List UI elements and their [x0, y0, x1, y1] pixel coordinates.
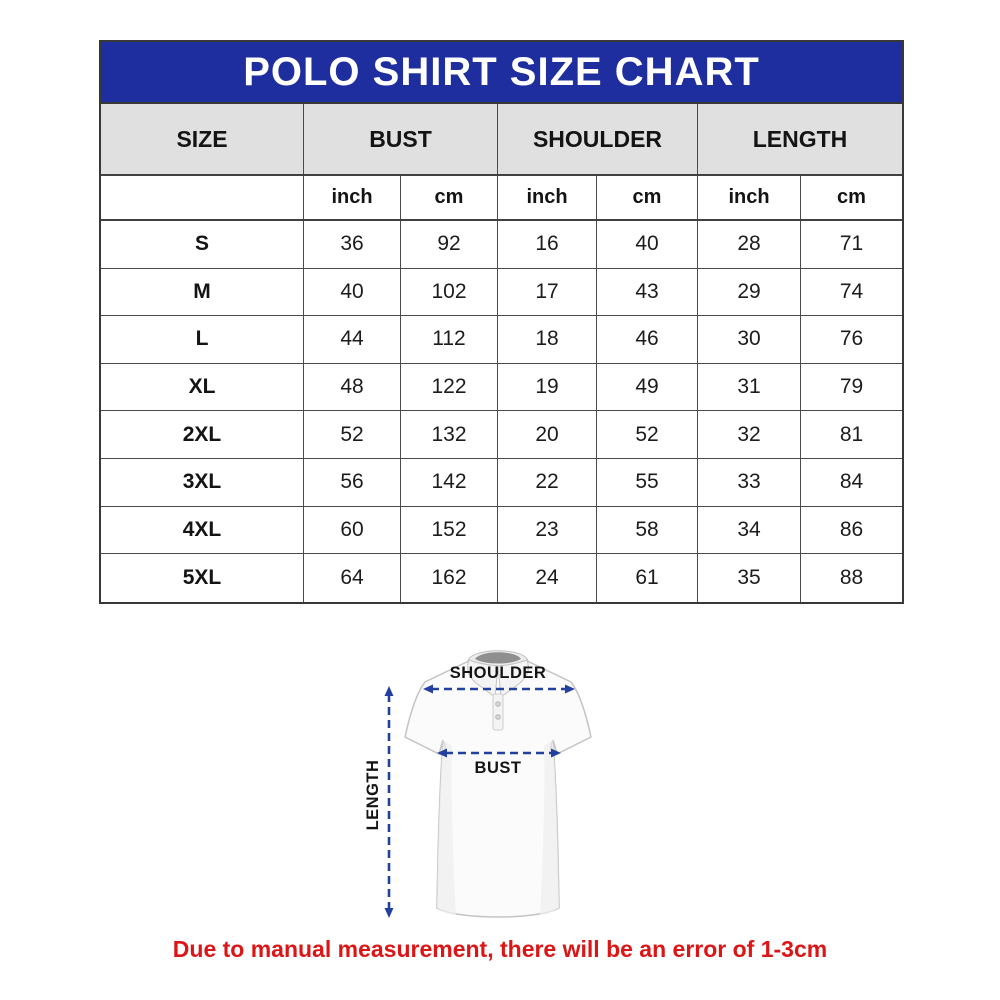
measurement-cell: 61	[597, 554, 698, 602]
measurement-cell: 58	[597, 507, 698, 554]
measurement-cell: 81	[839, 422, 864, 446]
button	[496, 702, 501, 707]
chart-title: POLO SHIRT SIZE CHART	[243, 49, 760, 94]
table-row	[101, 364, 902, 412]
chart-title-bar	[101, 42, 902, 104]
measurement-cell: 16	[498, 221, 597, 268]
measurement-cell: 52	[597, 411, 698, 458]
measurement-cell: 34	[698, 507, 801, 554]
table-row	[101, 411, 902, 459]
measurement-cell: 132	[401, 411, 498, 458]
length-label: LENGTH	[364, 759, 382, 831]
table-row	[101, 459, 902, 507]
measurement-cell: 20	[498, 411, 597, 458]
measurement-cell: 48	[304, 364, 401, 411]
size-cell: L	[101, 316, 304, 363]
measurement-cell: 31	[698, 364, 801, 411]
measurement-cell: 60	[304, 507, 401, 554]
size-cell: S	[101, 221, 304, 268]
shirt-measurement-diagram	[355, 642, 615, 937]
measurement-cell: 142	[401, 459, 498, 506]
unit-bust-inch: inch	[304, 176, 401, 219]
measurement-cell: 43	[597, 269, 698, 316]
measurement-cell: 102	[401, 269, 498, 316]
disclaimer-text: Due to manual measurement, there will be an error of 1-3cm	[172, 936, 828, 962]
header-size: SIZE	[101, 104, 304, 174]
measurement-cell: 44	[304, 316, 401, 363]
measurement-cell: 18	[498, 316, 597, 363]
measurement-cell: 112	[401, 316, 498, 363]
column-group-header-row	[101, 104, 902, 176]
size-cell: 3XL	[101, 459, 304, 506]
header-length: LENGTH	[752, 125, 848, 152]
unit-shoulder-inch: inch	[498, 176, 597, 219]
unit-bust-cm: cm	[401, 176, 498, 219]
measurement-cell: 64	[304, 554, 401, 602]
measurement-cell: 29	[698, 269, 801, 316]
measurement-cell: 40	[304, 269, 401, 316]
measurement-cell: 49	[597, 364, 698, 411]
bust-label: BUST	[474, 759, 522, 777]
measurement-cell: 52	[304, 411, 401, 458]
size-chart-table	[99, 40, 904, 604]
length-arrow	[385, 686, 394, 918]
measurement-cell: 79	[839, 375, 864, 399]
measurement-cell: 71	[839, 232, 864, 256]
measurement-cell: 22	[498, 459, 597, 506]
header-shoulder: SHOULDER	[498, 104, 698, 174]
measurement-cell: 74	[839, 279, 864, 303]
measurement-cell: 162	[401, 554, 498, 602]
unit-shoulder-cm: cm	[597, 176, 698, 219]
unit-length-inch: inch	[698, 176, 801, 219]
shoulder-label: SHOULDER	[449, 664, 547, 682]
size-cell: 5XL	[101, 554, 304, 602]
size-cell: M	[101, 269, 304, 316]
measurement-cell: 17	[498, 269, 597, 316]
measurement-cell: 33	[698, 459, 801, 506]
table-row	[101, 269, 902, 317]
size-cell: 4XL	[101, 507, 304, 554]
measurement-cell: 36	[304, 221, 401, 268]
measurement-cell: 30	[698, 316, 801, 363]
measurement-cell: 122	[401, 364, 498, 411]
polo-shirt-diagram-svg	[355, 642, 615, 937]
measurement-cell: 152	[401, 507, 498, 554]
measurement-cell: 19	[498, 364, 597, 411]
measurement-cell: 24	[498, 554, 597, 602]
placket	[493, 694, 503, 730]
measurement-cell: 84	[839, 470, 864, 494]
measurement-cell: 88	[839, 565, 864, 589]
unit-length-cm: cm	[837, 186, 866, 208]
units-empty-cell	[101, 176, 304, 219]
measurement-cell: 55	[597, 459, 698, 506]
size-cell: XL	[101, 364, 304, 411]
measurement-cell: 56	[304, 459, 401, 506]
measurement-cell: 28	[698, 221, 801, 268]
measurement-cell: 86	[839, 517, 864, 541]
table-row	[101, 316, 902, 364]
measurement-cell: 76	[839, 327, 864, 351]
measurement-cell: 35	[698, 554, 801, 602]
measurement-cell: 23	[498, 507, 597, 554]
size-cell: 2XL	[101, 411, 304, 458]
measurement-cell: 92	[401, 221, 498, 268]
measurement-cell: 46	[597, 316, 698, 363]
measurement-cell: 40	[597, 221, 698, 268]
button	[496, 715, 501, 720]
header-bust: BUST	[304, 104, 498, 174]
measurement-cell: 32	[698, 411, 801, 458]
table-row	[101, 507, 902, 555]
table-row	[101, 554, 902, 602]
units-header-row	[101, 176, 902, 221]
table-row	[101, 221, 902, 269]
